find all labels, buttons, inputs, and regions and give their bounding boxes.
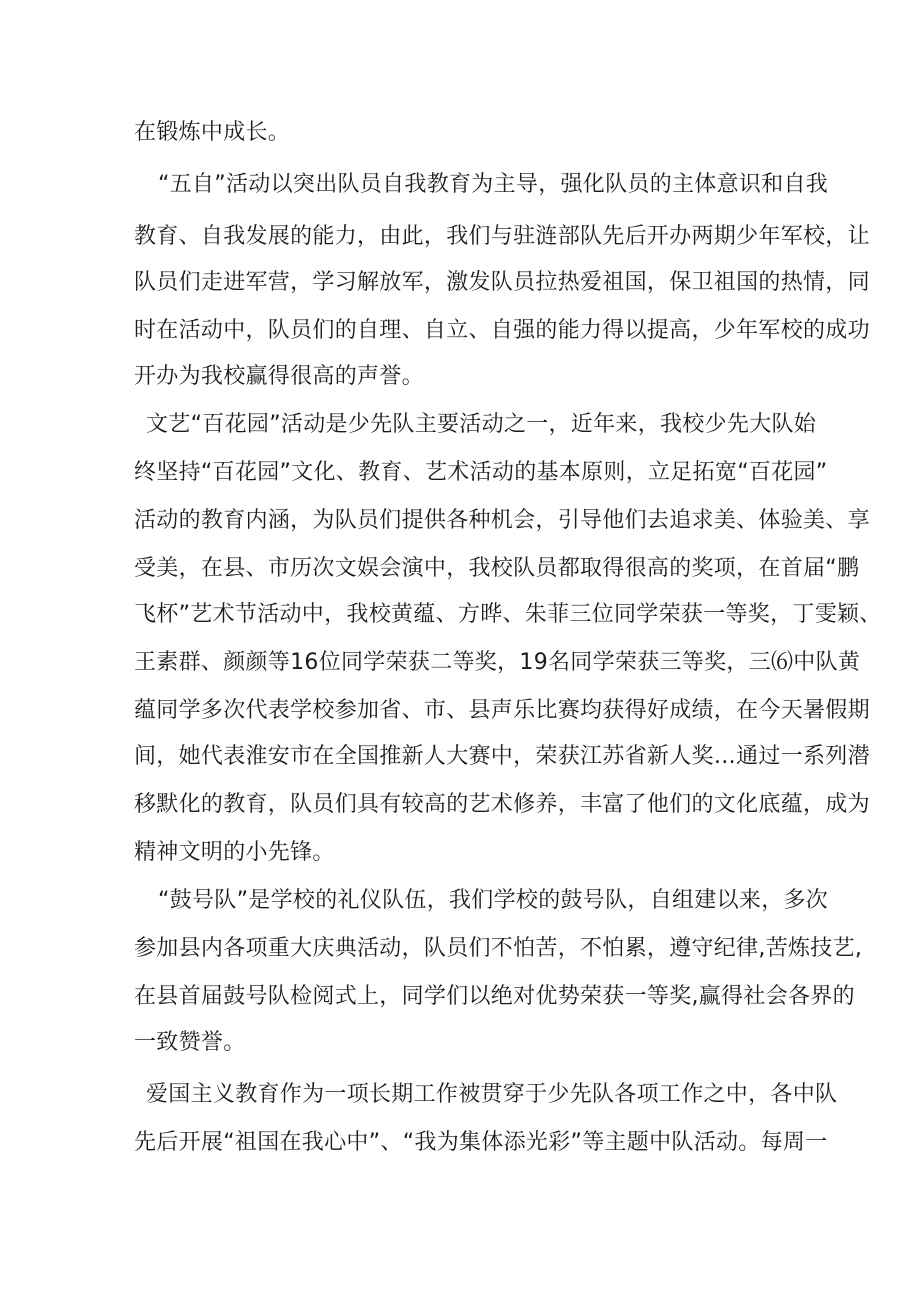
text-line: 队员们走进军营，学习解放军，激发队员拉热爱祖国，保卫祖国的热情，同: [134, 270, 870, 295]
text-line: 飞杯”艺术节活动中，我校黄蕴、方晔、朱菲三位同学荣获一等奖，丁雯颖、: [134, 602, 882, 627]
text-line: 受美，在县、市历次文娱会演中，我校队员都取得很高的奖项，在首届“鹏: [134, 556, 860, 581]
text-line: 时在活动中，队员们的自理、自立、自强的能力得以提高，少年军校的成功: [134, 318, 870, 343]
text-line: 在县首届鼓号队检阅式上，同学们以绝对优势荣获一等奖,赢得社会各界的: [134, 984, 855, 1009]
text-line: 蕴同学多次代表学校参加省、市、县声乐比赛均获得好成绩，在今天暑假期: [134, 698, 870, 723]
text-line: 教育、自我发展的能力，由此，我们与驻涟部队先后开办两期少年军校，让: [134, 224, 870, 249]
text-line: 间，她代表淮安市在全国推新人大赛中，荣获江苏省新人奖…通过一系列潜: [134, 744, 870, 769]
text-line: “鼓号队”是学校的礼仪队伍，我们学校的鼓号队，自组建以来，多次: [158, 888, 829, 913]
text-line: 先后开展“祖国在我心中”、“我为集体添光彩”等主题中队活动。每周一: [134, 1130, 828, 1155]
text-line: 王素群、颜颜等16位同学荣获二等奖，19名同学荣获三等奖，三⑹中队黄: [134, 650, 861, 675]
text-line: 开办为我校赢得很高的声誉。: [134, 364, 424, 389]
text-line: 在锻炼中成长。: [134, 120, 291, 145]
text-line: 一致赞誉。: [134, 1030, 246, 1055]
text-line: 活动的教育内涵，为队员们提供各种机会，引导他们去追求美、体验美、享: [134, 508, 870, 533]
text-line: “五自”活动以突出队员自我教育为主导，强化队员的主体意识和自我: [158, 172, 829, 197]
text-line: 移默化的教育，队员们具有较高的艺术修养，丰富了他们的文化底蕴，成为: [134, 792, 870, 817]
text-line: 爱国主义教育作为一项长期工作被贯穿于少先队各项工作之中，各中队: [146, 1082, 838, 1107]
text-line: 参加县内各项重大庆典活动，队员们不怕苦，不怕累，遵守纪律,苦炼技艺,: [134, 936, 863, 961]
text-line: 精神文明的小先锋。: [134, 840, 335, 865]
text-line: 文艺“百花园”活动是少先队主要活动之一，近年来，我校少先大队始: [146, 412, 817, 437]
text-line: 终坚持“百花园”文化、教育、艺术活动的基本原则，立足拓宽“百花园”: [134, 460, 828, 485]
